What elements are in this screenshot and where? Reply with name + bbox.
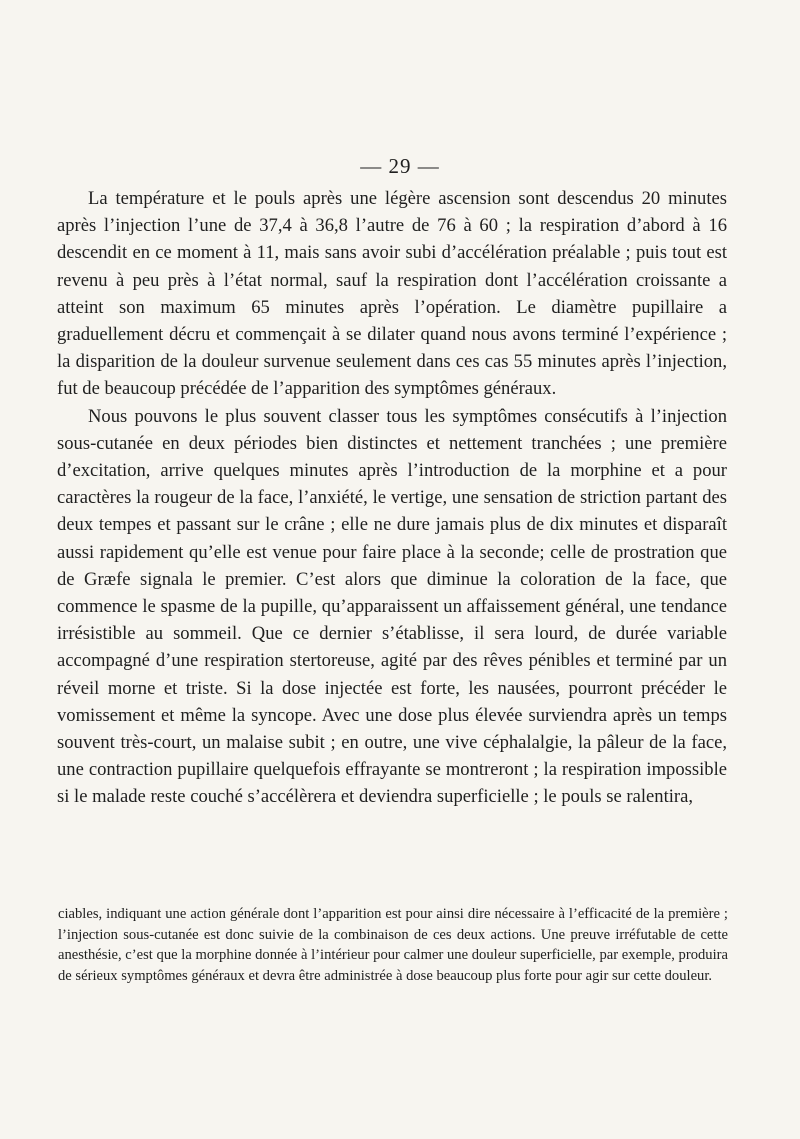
footnote-text: ciables, indiquant une action générale dont l’apparition est pour ainsi dire nécessaire à l’efficacité de la première ; l’injection sous-cutanée est donc suivie de la combinaison de ces deux actions. Une preuve irréfutable de cette anesthésie, c’est que la morphine donnée à l’intérieur pour calmer une douleur superficielle, par exemple, produira de sérieux symptômes généraux et devra être administrée à dose beaucoup plus forte pour agir sur cette douleur.: [58, 906, 728, 984]
main-text: [57, 185, 727, 811]
footnote: [58, 904, 728, 986]
paragraph-1: La température et le pouls après une légère ascension sont descendus 20 minutes après l’injection l’une de 37,4 à 36,8 l’autre de 76 à 60 ; la respiration d’abord à 16 descendit en ce moment à 11, mais sans avoir subi d’accélération préalable ; puis tout est revenu à peu près à l’état normal, sauf la respiration dont l’accélération croissante a atteint son maximum 65 minutes après l’opération. Le diamètre pupillaire a graduellement décru et commençait à se dilater quand nous avons terminé l’expérience ; la disparition de la douleur survenue seulement dans ces cas 55 minutes après l’injection, fut de beaucoup précédée de l’apparition des symptômes généraux.: [57, 188, 727, 400]
paragraph-2: Nous pouvons le plus souvent classer tous les symptômes consécutifs à l’injection sous-cutanée en deux périodes bien distinctes et nettement tranchées ; une première d’excitation, arrive quelques minutes après l’introduction de la morphine et a pour caractères la rougeur de la face, l’anxiété, le vertige, une sensation de striction partant des deux tempes et passant sur le crâne ; elle ne dure jamais plus de dix minutes et disparaît aussi rapidement qu’elle est venue pour faire place à la seconde; celle de prostration que de Græfe signala le premier. C’est alors que diminue la coloration de la face, que commence le spasme de la pupille, qu’apparaissent un affaissement général, une tendance irrésistible au sommeil. Que ce dernier s’établisse, il sera lourd, de durée variable accompagné d’une respiration stertoreuse, agité par des rêves pénibles et terminé par un réveil morne et triste. Si la dose injectée est forte, les nausées, pourront précéder le vomissement et même la syncope. Avec une dose plus élevée surviendra après un temps souvent très-court, un malaise subit ; en outre, une vive céphalalgie, la pâleur de la face, une contraction pupillaire quelquefois effrayante se montreront ; la respiration impossible si le malade reste couché s’accélèrera et deviendra superficielle ; le pouls se ralentira,: [57, 405, 727, 808]
page-number: — 29 —: [360, 154, 440, 178]
